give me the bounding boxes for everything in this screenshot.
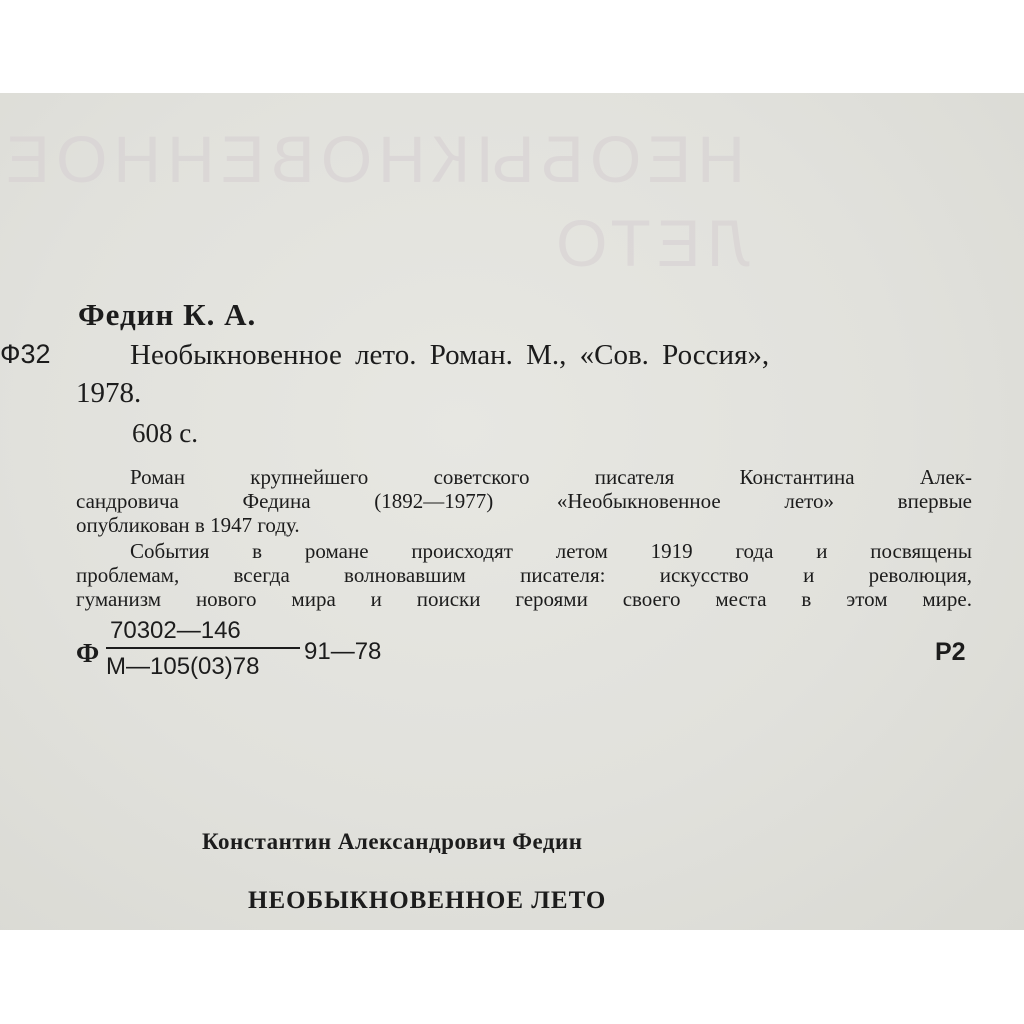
index-letter: Ф (76, 638, 100, 668)
book-title: НЕОБЫКНОВЕННОЕ ЛЕТО (248, 887, 607, 914)
card-title-line: Необыкновенное лето. Роман. М., «Сов. Россия», (130, 339, 770, 371)
annotation-line: гуманизм нового мира и поиски героями своего места в этом мире. (76, 587, 972, 611)
book-page (0, 93, 1024, 930)
index-numerator: 70302—146 (110, 617, 241, 644)
catalog-code: Ф32 (0, 339, 51, 369)
annotation-line: проблемам, всегда волновавшим писателя: искусство и революция, (76, 563, 972, 587)
bleed-through-subtitle: ЛЕТО (550, 206, 751, 280)
bleed-through-title: НЕОБЫКНОВЕННОЕ (0, 122, 745, 196)
classification-code: Р2 (935, 638, 966, 666)
index-suffix: 91—78 (304, 638, 382, 665)
card-pages: 608 с. (132, 418, 198, 448)
index-denominator: М—105(03)78 (106, 653, 260, 680)
annotation-line: События в романе происходят летом 1919 года и посвящены (130, 539, 972, 563)
annotation-line: опубликован в 1947 году. (76, 513, 300, 537)
author-full-name: Константин Александрович Федин (202, 829, 583, 854)
fraction-bar (106, 647, 300, 649)
card-year: 1978. (76, 377, 142, 409)
card-author: Федин К. А. (78, 297, 257, 332)
annotation-line: сандровича Федина (1892—1977) «Необыкновенное лето» впервые (76, 489, 972, 513)
annotation-line: Роман крупнейшего советского писателя Константина Алек- (130, 465, 972, 489)
